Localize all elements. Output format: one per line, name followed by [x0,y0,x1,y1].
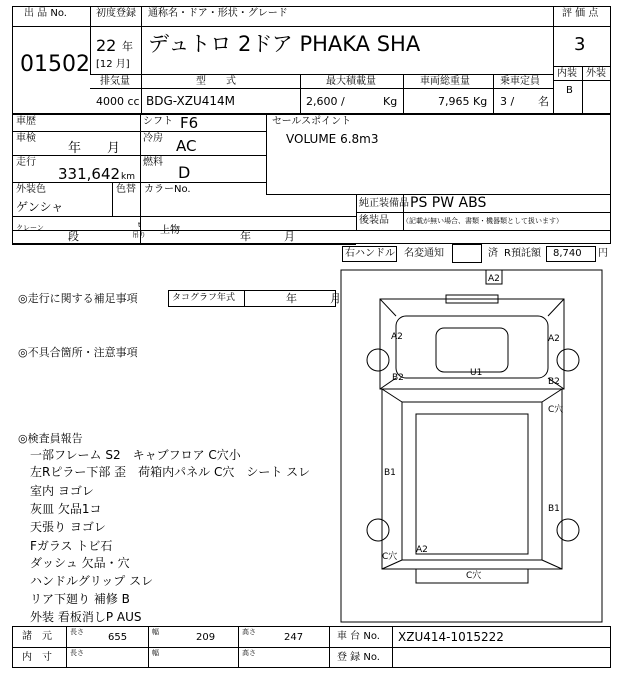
exterior-color-value: ゲンシャ [16,200,64,214]
divider [356,212,611,213]
displacement-label: 排気量 [100,76,130,87]
equipment-label: 純正装備品 [359,198,409,209]
divider [141,6,142,26]
windshield [436,328,508,372]
damage-label: C穴 [466,571,482,581]
lot-number: 01502 [20,52,90,77]
divider [141,26,142,74]
mileage-unit: km [121,172,135,182]
divider [300,74,301,114]
fuel-label: 燃料 [143,157,163,168]
divider [392,626,393,668]
damage-label: A2 [548,334,560,344]
ac-value: AC [176,137,197,155]
cargo-floor [402,402,542,560]
lot-number-label: 出 品 No. [24,8,67,19]
divider [12,26,611,27]
damage-label: A2 [416,545,428,555]
divider [12,155,266,156]
name-change-label: 名変通知 [404,248,444,259]
divider [12,131,266,132]
interior-grade: B [566,85,573,96]
exterior-color-label: 外装色 [16,184,46,195]
divider [244,290,245,307]
aftermarket-note: （記載が無い場合、書類・機器類として扱います） [402,217,563,225]
inspector-line: 灰皿 欠品1コ [30,502,102,516]
divider [238,626,239,668]
width-value: 209 [196,632,216,643]
divider [12,244,356,245]
registration-month: [12 月] [96,59,130,70]
divider [582,66,583,114]
damage-label: U1 [470,368,483,378]
height-label: 高さ [242,628,256,636]
sales-point-value: VOLUME 6.8m3 [286,132,379,146]
damage-label: A2 [391,332,403,342]
divider [90,74,553,75]
inner-dimensions-label: 内 寸 [22,652,52,663]
registration-no-label: 登 録 No. [337,652,380,663]
divider [12,216,356,217]
gross-weight-value: 7,965 Kg [438,95,488,108]
divider [66,626,67,668]
cargo-inner [416,414,528,554]
length-value: 655 [108,632,128,643]
interior-label: 内装 [557,68,577,79]
exterior-label: 外装 [586,68,606,79]
crane-stage: 段 [68,230,79,243]
model-name: デュトロ 2ドア PHAKA SHA [148,32,421,56]
gross-weight-label: 車両総重量 [420,76,470,87]
driving-notes-label: ◎走行に関する補足事項 [18,292,138,305]
recycle-fee-value: 8,740 [553,248,582,259]
upper-body-date: 年 月 [240,230,295,243]
divider [553,6,554,114]
damage-label: C穴 [548,405,564,415]
divider [266,114,267,194]
history-label: 車歴 [16,116,36,127]
recycle-fee-label: R預託額 [504,248,541,259]
divider [12,182,266,183]
capacity-unit: Kg [383,95,398,108]
fuel-value: D [178,163,191,182]
upper-body-label: 上物 [160,225,180,236]
inspector-line: ハンドルグリップ スレ [30,574,154,588]
chassis-label: 車 台 No. [337,631,380,642]
crane-ton: t [138,221,141,229]
crane-label: クレーン [16,224,44,232]
rating-value: 3 [574,34,586,55]
model-code: BDG-XZU414M [146,94,235,108]
damage-label: B1 [548,504,560,514]
crane-lift: 吊り [132,231,146,239]
damage-label: C穴 [382,552,398,562]
capacity-value: 2,600 / [306,95,345,108]
inspection-value: 年 月 [68,141,121,156]
divider [148,626,149,668]
passengers-label: 乗車定員 [500,76,540,87]
shift-label: シフト [143,116,173,127]
mileage-label: 走行 [16,157,36,168]
damage-label: B1 [384,468,396,478]
damage-label: B2 [392,373,404,383]
inner-width-label: 幅 [152,649,159,657]
sales-point-label: セールスポイント [272,116,352,127]
wheel-rear-left [367,519,389,541]
registration-year: 22 [96,36,117,55]
inner-length-label: 長さ [70,649,84,657]
equipment-value: PS PW ABS [410,195,487,211]
wheel-front-right [557,349,579,371]
inspector-line: ダッシュ 欠品・穴 [30,556,130,570]
divider [403,74,404,114]
divider [12,230,611,231]
color-code-label: カラーNo. [144,184,191,195]
divider [329,626,330,668]
tachograph-label: タコグラフ年式 [172,293,236,303]
yen-unit: 円 [598,248,608,259]
inspector-report-label: ◎検査員報告 [18,432,83,445]
divider [12,647,611,648]
damage-label: A2 [488,274,500,284]
inspector-line: Fガラス トビ石 [30,539,113,553]
ac-label: 冷房 [143,133,163,144]
inspector-line: 室内 ヨゴレ [30,484,94,498]
first-registration-label: 初度登録 [96,8,136,19]
damage-diagram [340,262,610,624]
inspector-line: 一部フレーム S2 キャブフロア C穴小 [30,448,241,462]
divider [493,74,494,114]
wheel-front-left [367,349,389,371]
tachograph-date: 年 月 [286,292,341,305]
divider [90,6,91,74]
color-change-label: 色替 [116,184,136,195]
width-label: 幅 [152,628,159,636]
divider [141,74,142,114]
aftermarket-label: 後装品 [359,215,389,226]
inspector-line: 外装 看板消しP AUS [30,610,142,624]
passengers-unit: 名 [538,95,549,108]
inspector-line: 左Rピラー下部 歪 荷箱内パネル C穴 シート スレ [30,465,311,479]
height-value: 247 [284,632,304,643]
recycle-status: 済 [488,248,498,259]
length-label: 長さ [70,628,84,636]
name-change-box [452,244,482,263]
inspection-label: 車検 [16,133,36,144]
cargo-box [382,389,562,569]
wheel-rear-right [557,519,579,541]
shift-value: F6 [180,114,199,132]
damage-label: B2 [548,377,560,387]
displacement-value: 4000 cc [96,95,140,108]
model-type-label: 型 式 [196,76,236,87]
registration-year-unit: 年 [122,40,133,53]
chassis-number: XZU414-1015222 [398,630,504,644]
model-name-label: 通称名・ドア・形状・グレード [148,8,288,19]
inner-height-label: 高さ [242,649,256,657]
divider [553,80,611,81]
divider [553,66,611,67]
inspector-line: 天張り ヨゴレ [30,520,106,534]
dimensions-label: 諸 元 [22,631,52,642]
passengers-value: 3 / [500,95,515,108]
capacity-label: 最大積載量 [326,76,376,87]
inspector-line: リア下廻り 補修 B [30,592,130,606]
rating-label: 評 価 点 [562,8,599,19]
mileage-value: 331,642 [58,165,121,183]
divider [112,182,113,216]
defects-label: ◎不具合箇所・注意事項 [18,346,138,359]
steering-value: 右ハンドル [345,248,395,259]
divider [90,88,553,89]
